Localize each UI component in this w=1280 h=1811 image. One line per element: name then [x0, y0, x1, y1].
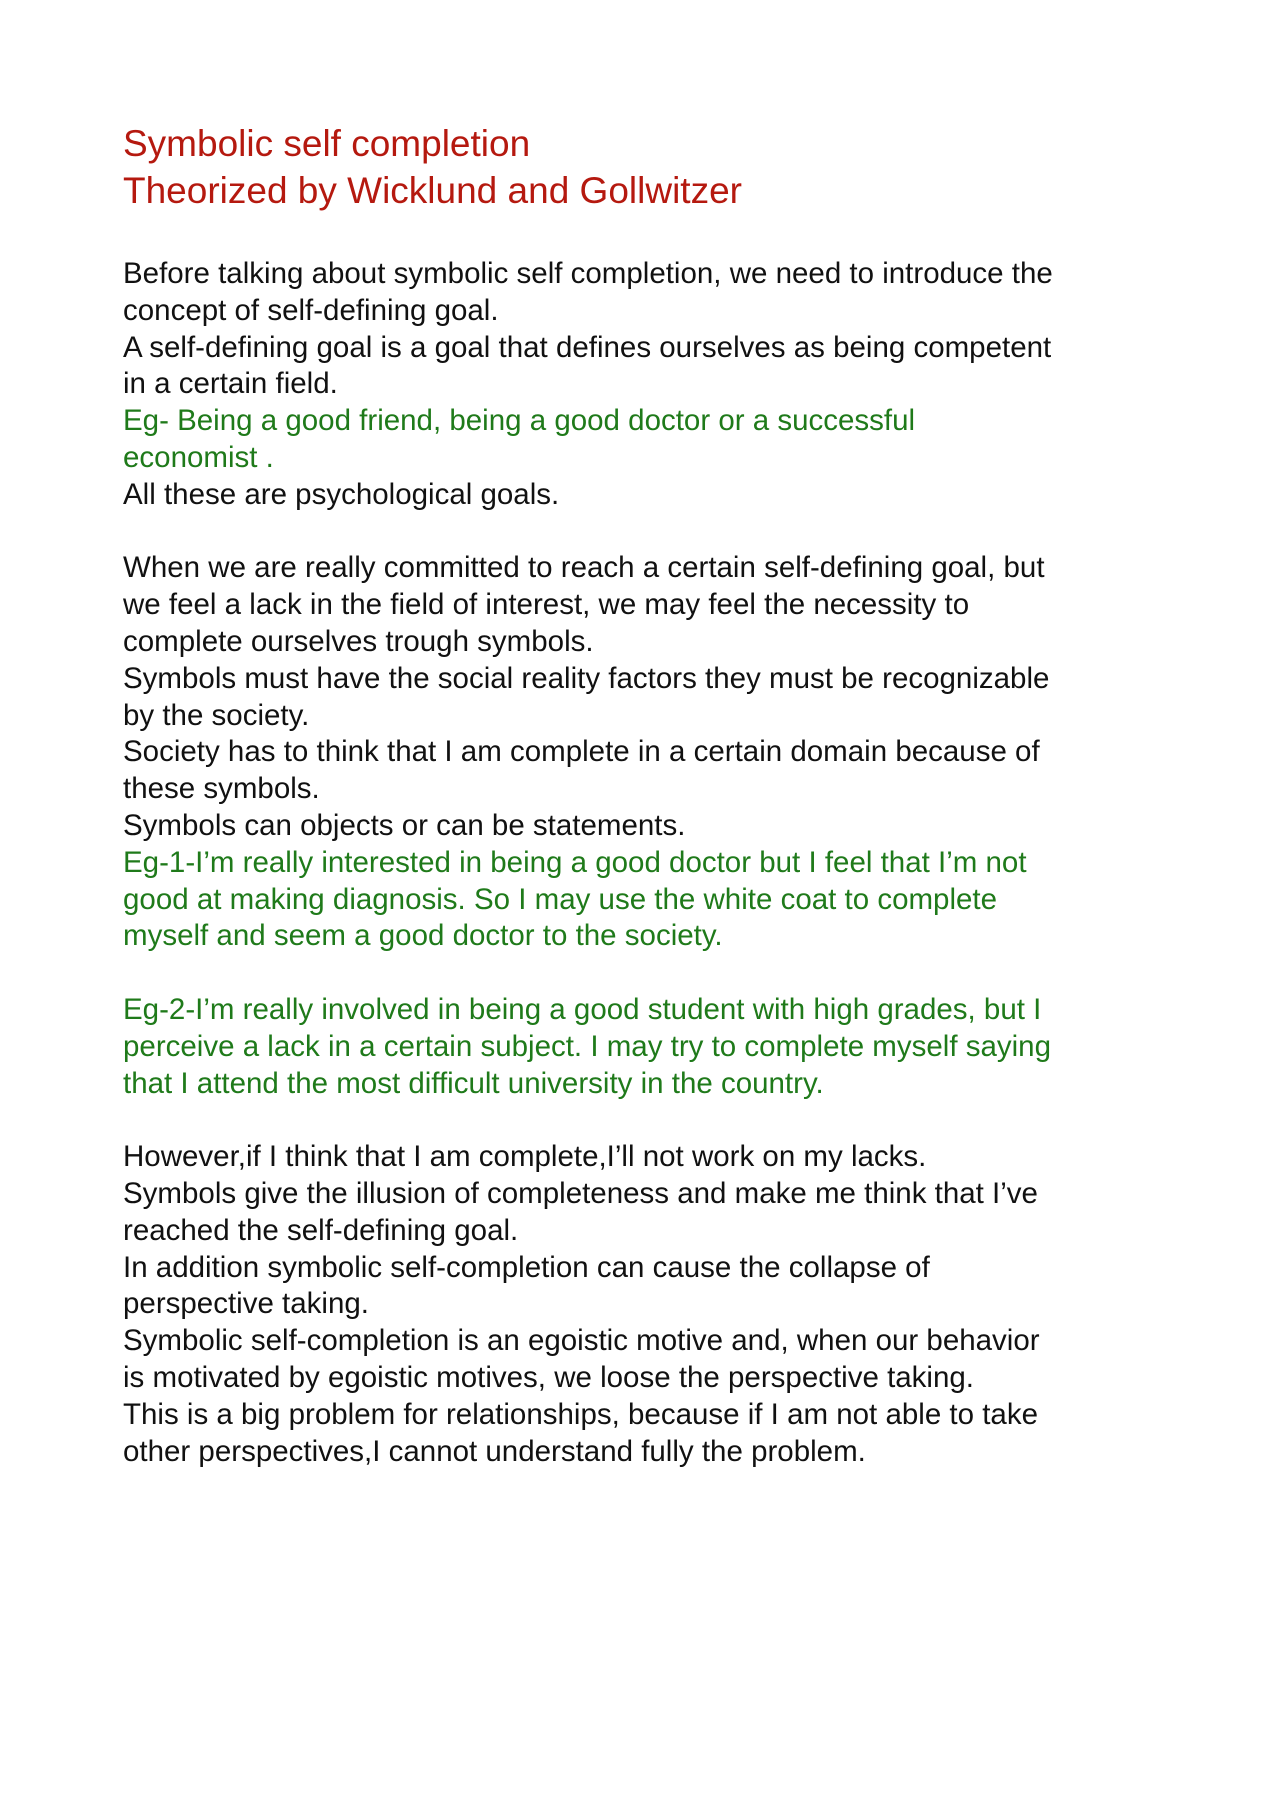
- body-text-line: Symbols give the illusion of completeness and make me think that I’ve: [123, 1176, 1038, 1210]
- body-text-line: This is a big problem for relationships, because if I am not able to take: [123, 1397, 1038, 1431]
- body-text-line: these symbols.: [123, 772, 320, 806]
- document-page: [123, 120, 1173, 1470]
- subtitle-line: Theorized by Wicklund and Gollwitzer: [123, 170, 742, 211]
- body-text-line: In addition symbolic self-completion can cause the collapse of: [123, 1250, 930, 1284]
- document-title: [123, 120, 1173, 214]
- body-text-line: However,if I think that I am complete,I’ll not work on my lacks.: [123, 1140, 927, 1174]
- example-text-line: Eg- Being a good friend, being a good doctor or a successful: [123, 404, 916, 438]
- body-text-line: we feel a lack in the field of interest, we may feel the necessity to: [123, 588, 970, 622]
- body-text-line: in a certain field.: [123, 367, 338, 401]
- example-text-line: perceive a lack in a certain subject. I may try to complete myself saying: [123, 1029, 1051, 1063]
- body-text-line: reached the self-defining goal.: [123, 1213, 519, 1247]
- body-text-line: complete ourselves trough symbols.: [123, 624, 594, 658]
- body-text-line: Symbols can objects or can be statements.: [123, 808, 686, 842]
- paragraph-gap: [123, 514, 1173, 551]
- title-line: Symbolic self completion: [123, 123, 531, 164]
- body-text-line: perspective taking.: [123, 1287, 369, 1321]
- example-text-line: that I attend the most difficult university in the country.: [123, 1066, 824, 1100]
- body-text-line: is motivated by egoistic motives, we loose the perspective taking.: [123, 1360, 974, 1394]
- example-text-line: economist .: [123, 440, 274, 474]
- example-text-line: Eg-1-I’m really interested in being a good doctor but I feel that I’m not: [123, 845, 1027, 879]
- body-text-line: When we are really committed to reach a certain self-defining goal, but: [123, 551, 1045, 585]
- body-text-line: Symbols must have the social reality factors they must be recognizable: [123, 661, 1050, 695]
- body-text-line: concept of self-defining goal.: [123, 293, 499, 327]
- paragraph-gap: [123, 1102, 1173, 1139]
- body-text-line: Symbolic self-completion is an egoistic motive and, when our behavior: [123, 1324, 1040, 1358]
- paragraph-gap: [123, 955, 1173, 992]
- document-body: [123, 256, 1173, 1470]
- body-text-line: Before talking about symbolic self completion, we need to introduce the: [123, 257, 1053, 290]
- body-text-line: A self-defining goal is a goal that defines ourselves as being competent: [123, 330, 1052, 364]
- example-text-line: myself and seem a good doctor to the society.: [123, 919, 723, 953]
- example-text-line: Eg-2-I’m really involved in being a good student with high grades, but I: [123, 992, 1042, 1026]
- body-text-line: All these are psychological goals.: [123, 477, 560, 511]
- body-text-line: by the society.: [123, 698, 310, 732]
- body-text-line: Society has to think that I am complete in a certain domain because of: [123, 735, 1040, 769]
- example-text-line: good at making diagnosis. So I may use the white coat to complete: [123, 882, 998, 916]
- body-text-line: other perspectives,I cannot understand fully the problem.: [123, 1434, 866, 1468]
